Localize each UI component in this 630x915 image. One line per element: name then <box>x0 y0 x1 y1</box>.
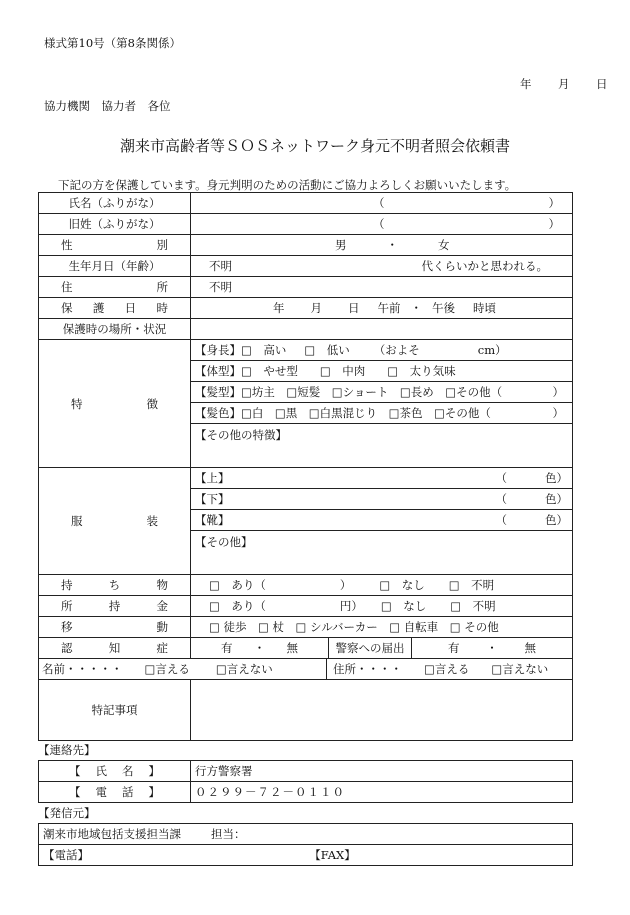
form-number: 様式第10号（第8条関係） <box>44 36 181 50</box>
intro-text: 下記の方を保護しています。身元判明のための活動にご協力よろしくお願いいたします。 <box>58 178 517 192</box>
row-maiden <box>39 214 573 235</box>
bottom-field[interactable]: 【下】 （ 色） <box>191 489 573 510</box>
police-label: 警察への届出 <box>329 638 412 658</box>
contact-name-value: 行方警察署 <box>191 761 573 782</box>
sender-heading: 【発信元】 <box>38 806 96 820</box>
row-name <box>39 193 573 214</box>
hair-style-field[interactable]: 【髪型】□坊主 □短髪 □ショート □長め □その他（ ） <box>191 382 573 403</box>
belongings-label: 持 ち 物 <box>39 575 191 596</box>
row-dementia <box>39 638 573 659</box>
row-belongings <box>39 575 573 596</box>
sender-dept-row[interactable] <box>39 824 573 845</box>
dementia-label: 認 知 症 <box>39 638 191 659</box>
features-label: 特 徴 <box>39 340 191 468</box>
birth-label: 生年月日（年齢） <box>39 256 191 277</box>
name-say-field[interactable]: 名前・・・・・ □言える □言えない <box>39 659 327 679</box>
contact-name-label: 【 氏 名 】 <box>39 761 191 782</box>
row-top <box>39 468 573 489</box>
name-label: 氏名（ふりがな） <box>39 193 191 214</box>
body-field[interactable]: 【体型】□ やせ型 □ 中肉 □ 太り気味 <box>191 361 573 382</box>
address-say-field[interactable]: 住所・・・・ □言える □言えない <box>333 662 549 676</box>
inquiry-form-table <box>38 192 573 741</box>
shoes-field[interactable]: 【靴】 （ 色） <box>191 510 573 531</box>
money-label: 所 持 金 <box>39 596 191 617</box>
contact-tel-label: 【 電 話 】 <box>39 782 191 803</box>
maiden-label: 旧姓（ふりがな） <box>39 214 191 235</box>
contact-tel-value: ０２９９－７２－０１１０ <box>191 782 573 803</box>
row-sex <box>39 235 573 256</box>
sender-table <box>38 823 573 866</box>
row-place <box>39 319 573 340</box>
top-field[interactable]: 【上】 （ 色） <box>191 468 573 489</box>
maiden-value[interactable]: （ ） <box>191 214 573 235</box>
contact-table <box>38 760 573 803</box>
row-protect-time <box>39 298 573 319</box>
row-height <box>39 340 573 361</box>
sender-dept: 潮来市地域包括支援担当課 <box>43 827 181 841</box>
row-birth <box>39 256 573 277</box>
police-value[interactable]: 有 ・ 無 <box>448 641 537 655</box>
contact-heading: 【連絡先】 <box>38 743 96 757</box>
document-title: 潮来市高齢者等ＳＯＳネットワーク身元不明者照会依頼書 <box>119 137 510 155</box>
sex-value[interactable]: 男 ・ 女 <box>191 235 573 256</box>
addressee: 協力機関 協力者 各位 <box>44 99 171 113</box>
sender-tel-row[interactable] <box>39 845 573 866</box>
row-remarks <box>39 680 573 741</box>
sender-tel: 【電話】 <box>43 848 89 862</box>
row-move <box>39 617 573 638</box>
move-field[interactable]: □ 徒歩 □ 杖 □ シルバーカー □ 自転車 □ その他 <box>191 617 573 638</box>
date-day: 日 <box>596 77 608 91</box>
protect-time-label: 保 護 日 時 <box>39 298 191 319</box>
money-field[interactable]: □ あり（ 円） □ なし □ 不明 <box>191 596 573 617</box>
height-field[interactable]: 【身長】□ 高い □ 低い （およそ cm） <box>191 340 573 361</box>
can-say-row <box>39 659 573 680</box>
move-label: 移 動 <box>39 617 191 638</box>
other-feature-field[interactable]: 【その他の特徴】 <box>191 424 573 468</box>
clothes-label: 服 装 <box>39 468 191 575</box>
address-label: 住 所 <box>39 277 191 298</box>
row-address <box>39 277 573 298</box>
police-report <box>329 638 573 659</box>
sender-person: 担当： <box>211 827 246 841</box>
name-value[interactable]: （ ） <box>191 193 573 214</box>
hair-color-field[interactable]: 【髪色】□白 □黒 □白黒混じり □茶色 □その他（ ） <box>191 403 573 424</box>
protect-time-value[interactable]: 年 月 日 午前 ・ 午後 時頃 <box>191 298 573 319</box>
belongings-field[interactable]: □ あり（ ） □ なし □ 不明 <box>191 575 573 596</box>
sender-fax: 【FAX】 <box>315 848 356 862</box>
row-money <box>39 596 573 617</box>
dementia-value[interactable]: 有 ・ 無 <box>191 638 329 659</box>
place-label: 保護時の場所・状況 <box>39 319 191 340</box>
remarks-label: 特記事項 <box>39 680 191 741</box>
other-clothes-field[interactable]: 【その他】 <box>191 531 573 575</box>
place-value[interactable] <box>191 319 573 340</box>
date-month: 月 <box>558 77 570 91</box>
birth-value[interactable]: 不明 代くらいかと思われる。 <box>191 256 573 277</box>
remarks-field[interactable] <box>191 680 573 741</box>
sex-label: 性 別 <box>39 235 191 256</box>
row-say <box>39 659 573 680</box>
date-year: 年 <box>520 77 532 91</box>
address-value[interactable]: 不明 <box>191 277 573 298</box>
